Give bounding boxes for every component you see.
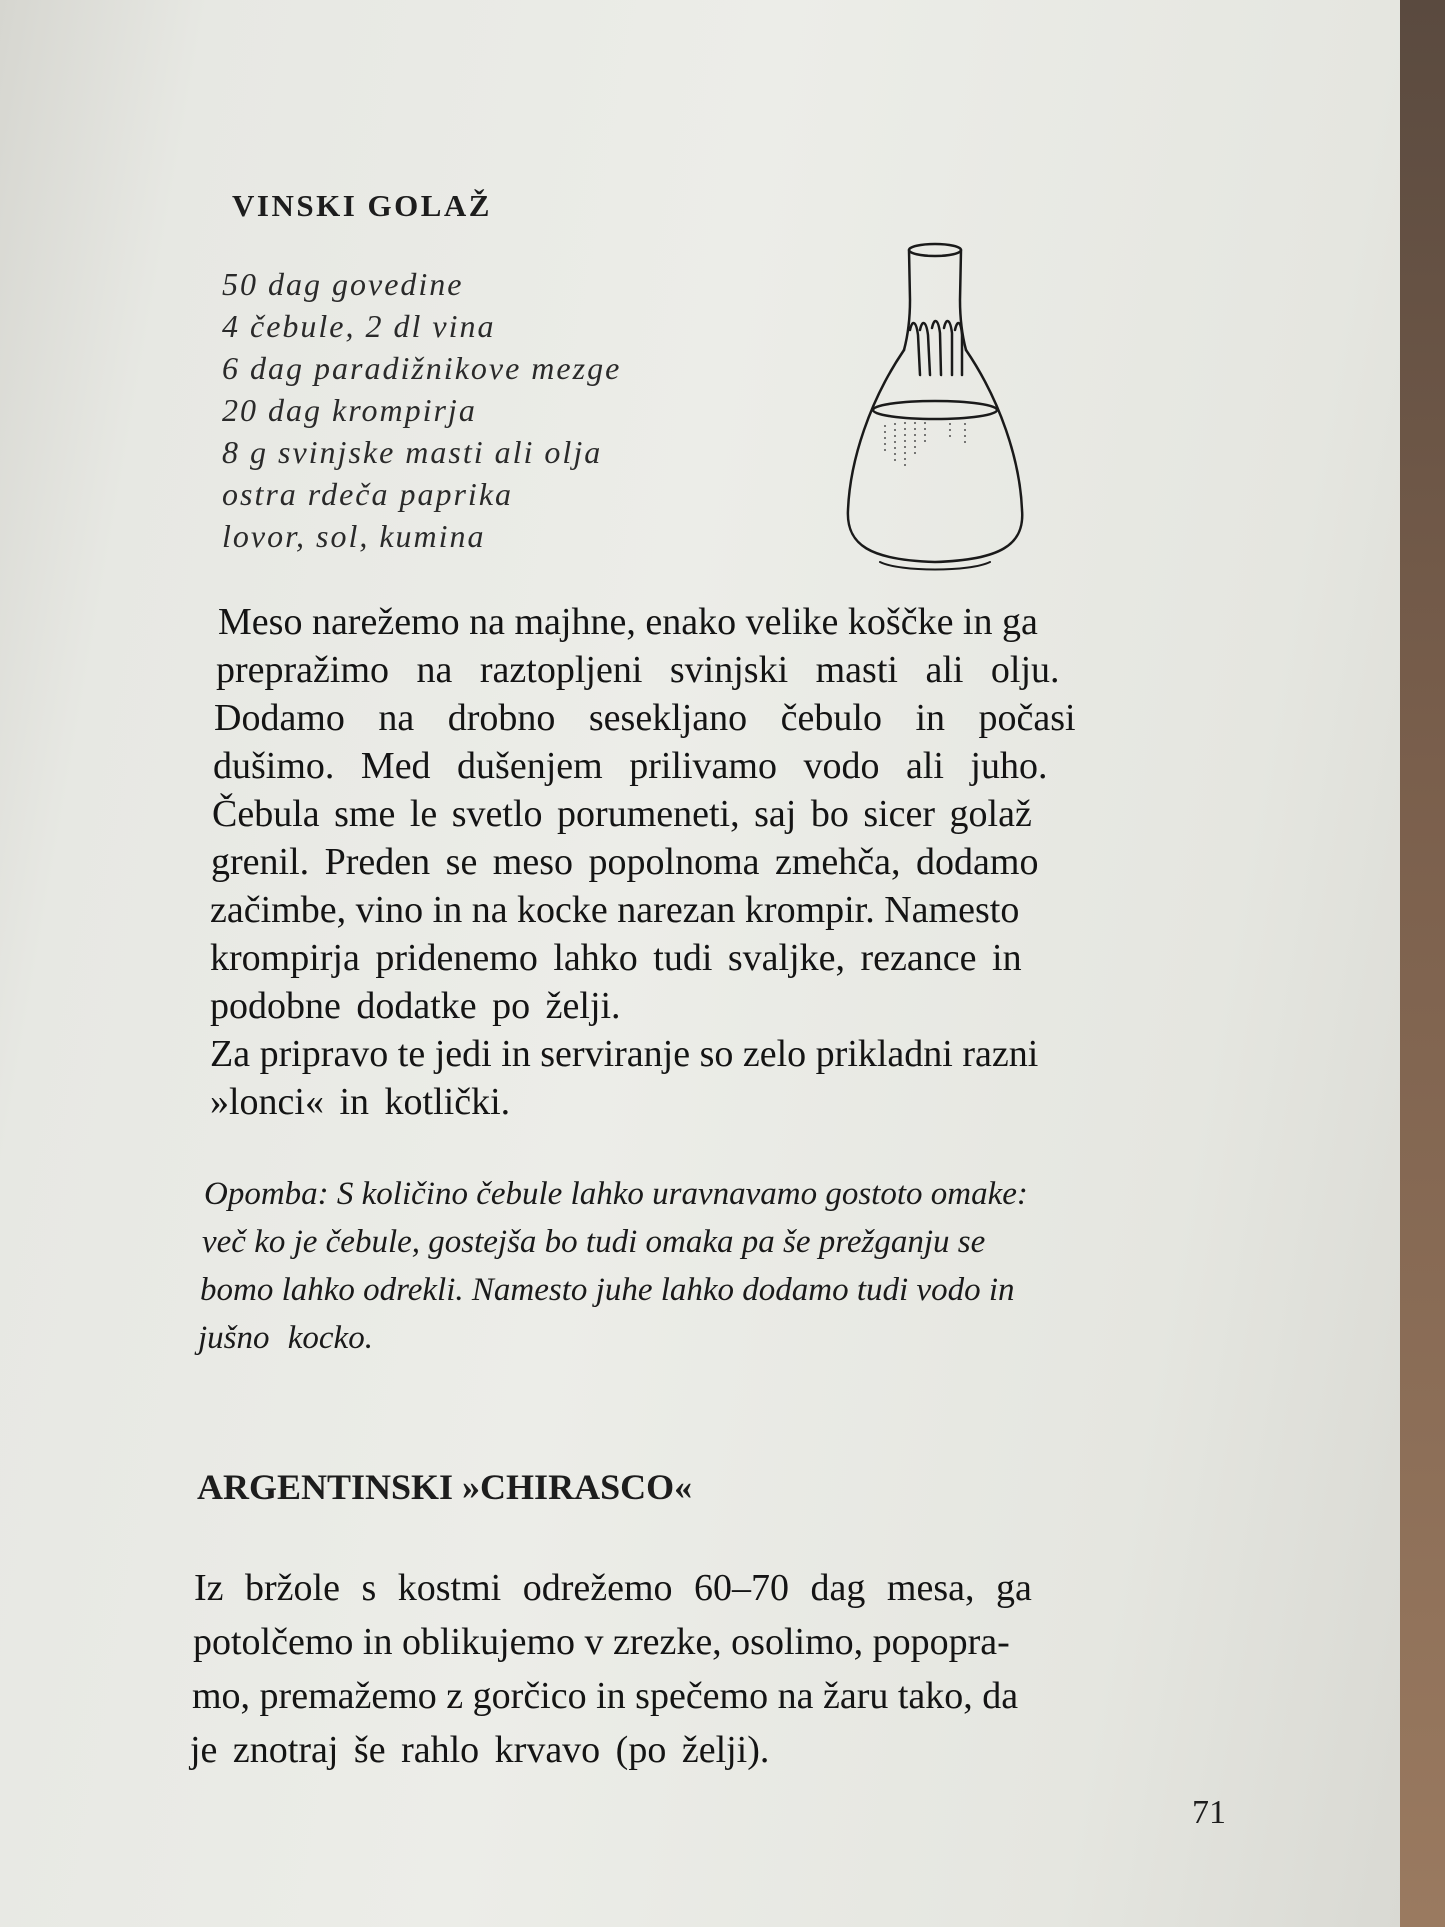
method-line: Iz bržole s kostmi odrežemo 60–70 dag mesa, ga bbox=[194, 1567, 1032, 1609]
method-line: mo, premažemo z gorčico in spečemo na žaru tako, da bbox=[192, 1675, 1019, 1717]
ingredient-item: lovor, sol, kumina bbox=[222, 518, 486, 554]
method-line: Dodamo na drobno sesekljano čebulo in počasi bbox=[214, 697, 1076, 739]
page-number: 71 bbox=[1192, 1794, 1226, 1831]
table-surface bbox=[1400, 0, 1445, 1927]
ingredient-item: 20 dag krompirja bbox=[222, 392, 477, 428]
method-line: grenil. Preden se meso popolnoma zmehča, dodamo bbox=[211, 841, 1039, 883]
note-line: jušno kocko. bbox=[198, 1320, 373, 1356]
method-line: Čebula sme le svetlo porumeneti, saj bo sicer golaž bbox=[212, 793, 1032, 835]
method-line: začimbe, vino in na kocke narezan krompir. Namesto bbox=[210, 889, 1020, 931]
note-line: Opomba: S količino čebule lahko uravnavamo gostoto omake: bbox=[204, 1176, 1028, 1212]
method-line: krompirja pridenemo lahko tudi svaljke, rezance in bbox=[210, 937, 1022, 979]
method-line: je znotraj še rahlo krvavo (po želji). bbox=[190, 1729, 770, 1771]
ingredient-item: 6 dag paradižnikove mezge bbox=[222, 350, 622, 386]
method-line: potolčemo in oblikujemo v zrezke, osolimo, popopra- bbox=[193, 1621, 1010, 1663]
ingredient-item: 8 g svinjske masti ali olja bbox=[222, 434, 603, 470]
ingredient-item: 4 čebule, 2 dl vina bbox=[222, 308, 496, 344]
method-line: prepražimo na raztopljeni svinjski masti ali olju. bbox=[216, 649, 1060, 691]
method-line: Za pripravo te jedi in serviranje so zelo prikladni razni bbox=[210, 1033, 1039, 1075]
note-line: bomo lahko odrekli. Namesto juhe lahko dodamo tudi vodo in bbox=[200, 1272, 1015, 1308]
ingredient-item: ostra rdeča paprika bbox=[222, 476, 514, 512]
method-line: dušimo. Med dušenjem prilivamo vodo ali juho. bbox=[213, 745, 1048, 787]
method-line: Meso narežemo na majhne, enako velike koščke in ga bbox=[218, 601, 1038, 643]
method-line: podobne dodatke po želji. bbox=[210, 985, 621, 1027]
wine-carafe-icon bbox=[840, 240, 1040, 580]
recipe-title-vinski-golaz: VINSKI GOLAŽ bbox=[232, 188, 492, 223]
method-line: »lonci« in kotlički. bbox=[210, 1081, 511, 1123]
note-line: več ko je čebule, gostejša bo tudi omaka pa še prežganju se bbox=[202, 1224, 986, 1260]
recipe-title-argentinski-chirasco: ARGENTINSKI »CHIRASCO« bbox=[197, 1467, 693, 1507]
ingredient-item: 50 dag govedine bbox=[222, 266, 464, 302]
